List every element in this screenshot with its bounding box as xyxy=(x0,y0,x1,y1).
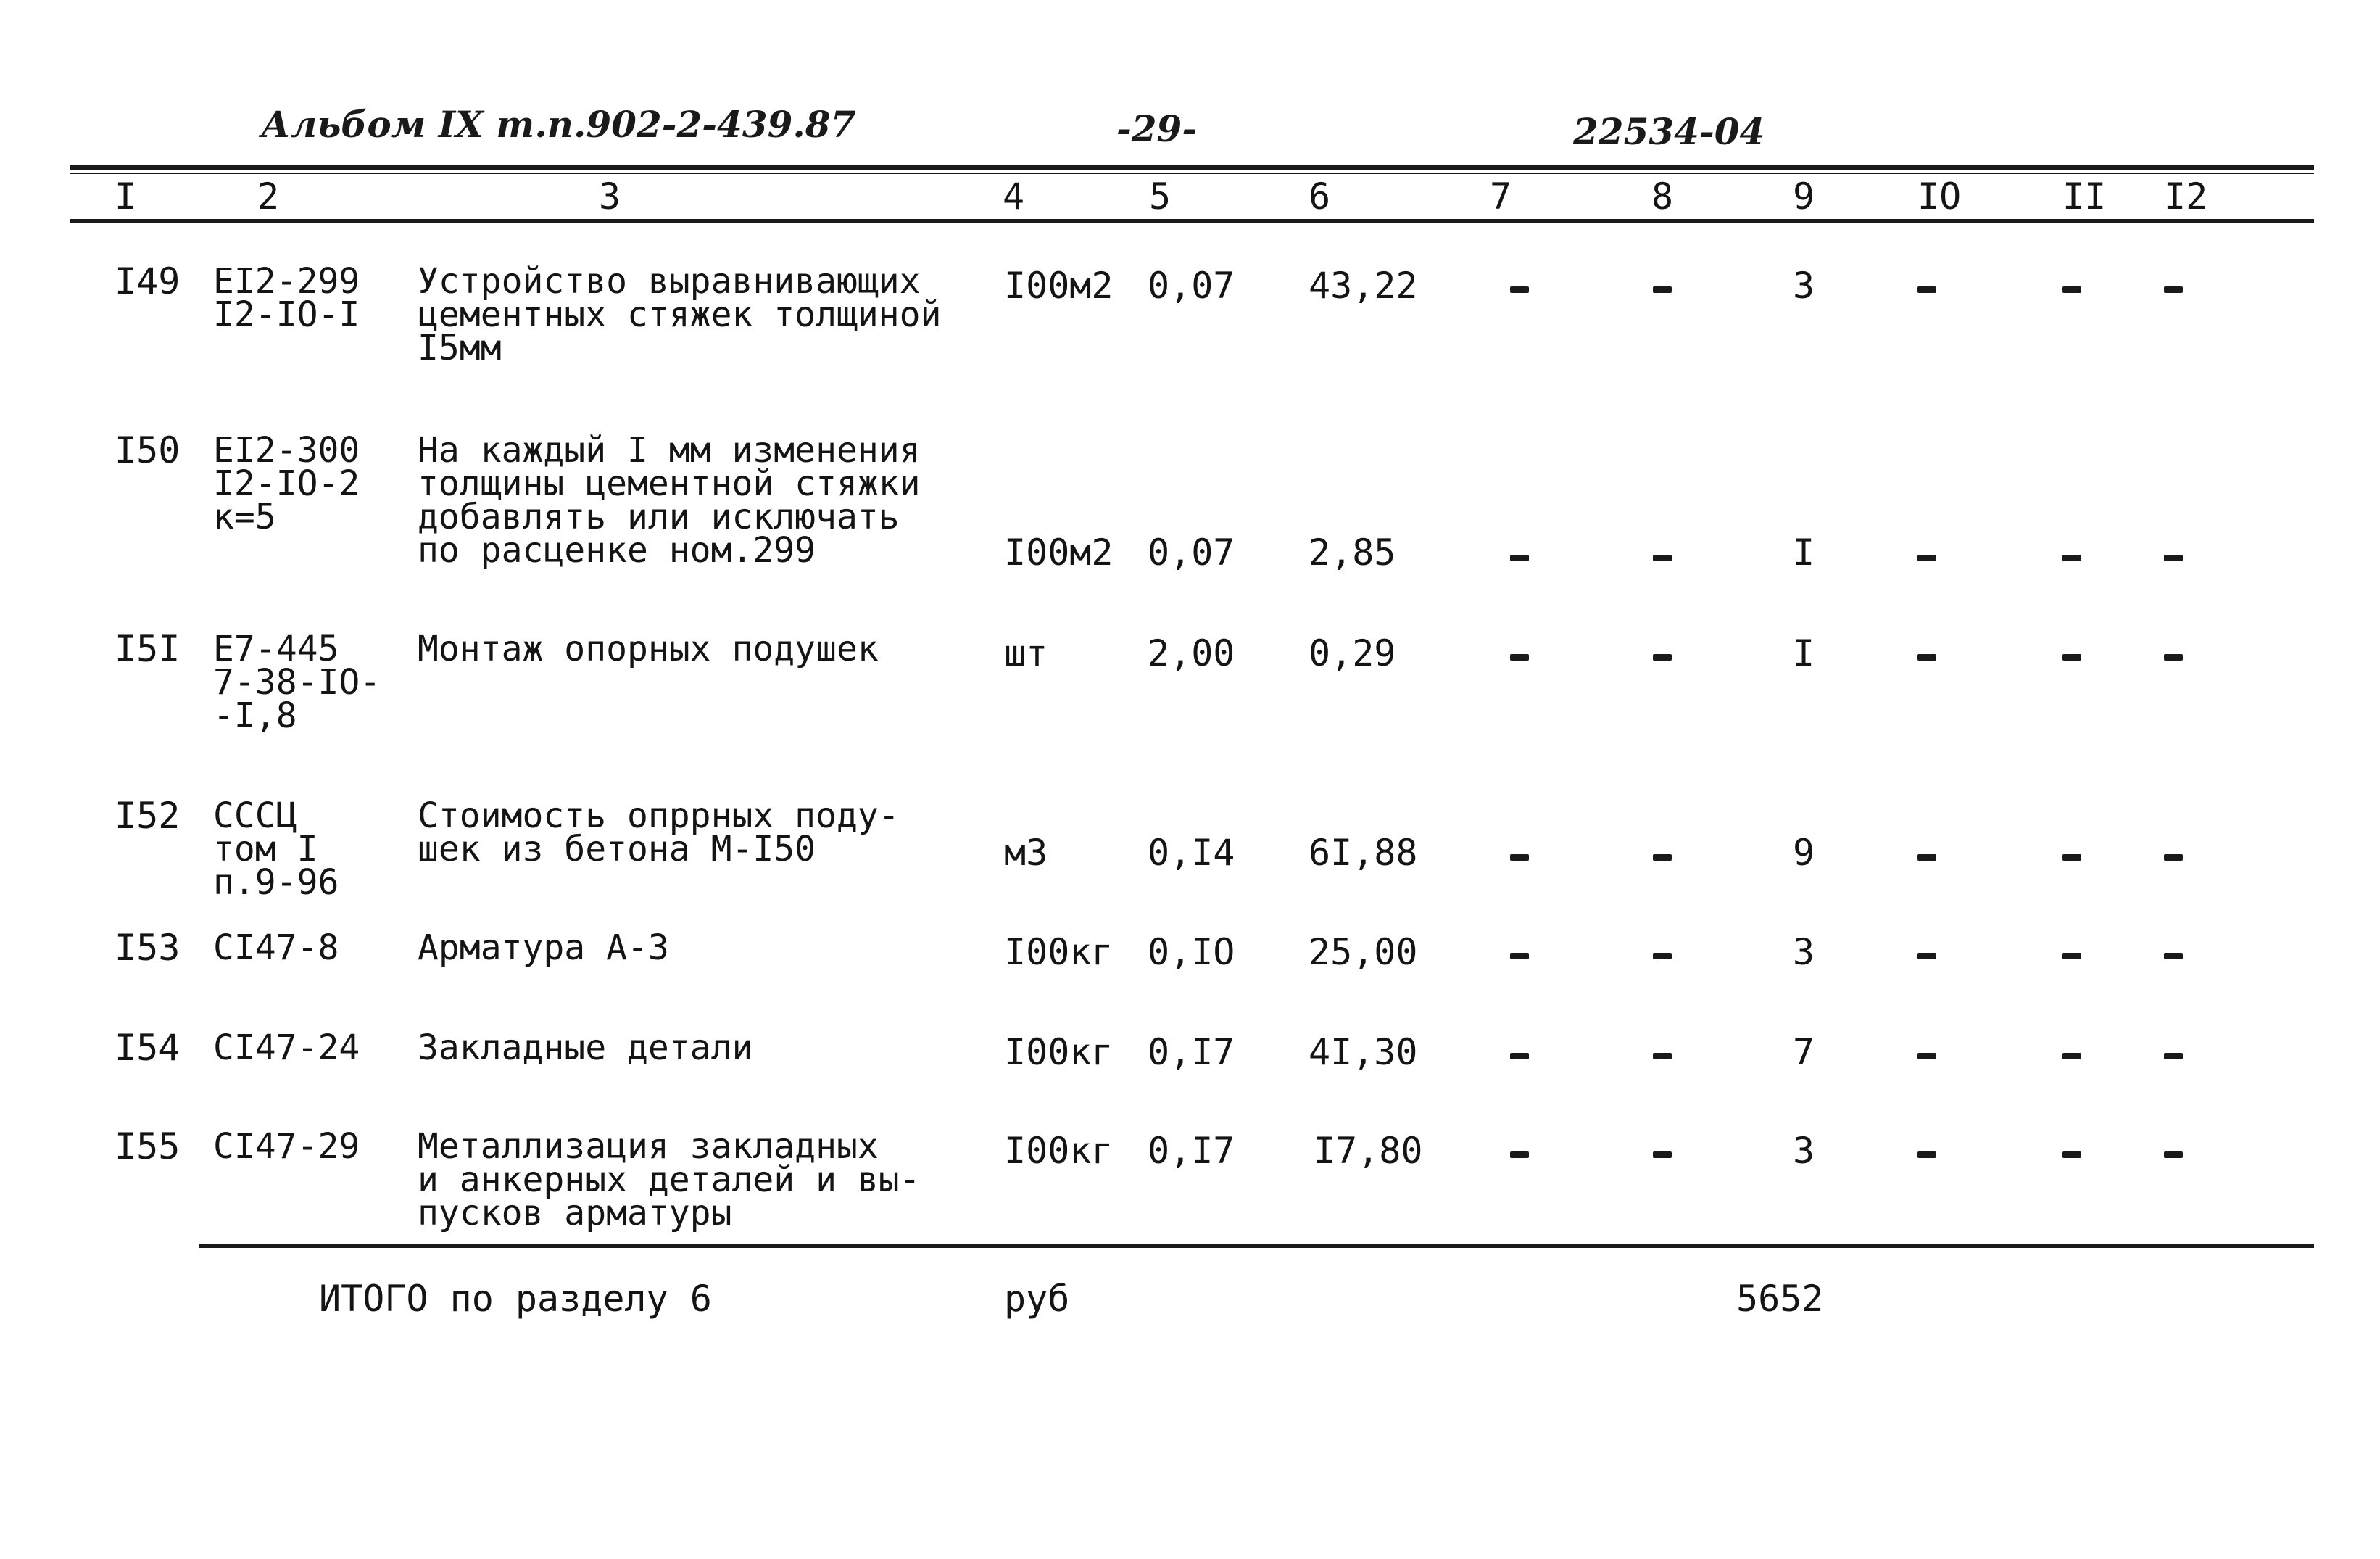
work-description: Монтаж опорных подушек xyxy=(418,629,879,669)
row-number: I5I xyxy=(115,628,181,670)
unit: I00кг xyxy=(1004,931,1114,973)
column-header-6: 6 xyxy=(1309,175,1331,218)
rate-code: CI47-8 xyxy=(213,927,339,968)
table-row xyxy=(0,260,2380,368)
col11-value xyxy=(2062,555,2081,561)
col10-value xyxy=(1917,654,1936,661)
col10-value xyxy=(1917,854,1936,861)
col9-value: 3 xyxy=(1793,931,1815,973)
column-header-4: 4 xyxy=(1003,175,1025,218)
row-number: I50 xyxy=(115,429,181,471)
col10-value xyxy=(1917,1151,1936,1158)
unit: I00м2 xyxy=(1004,532,1114,574)
rate-code: EI2-300 I2-IO-2 к=5 xyxy=(213,430,360,537)
col9-value: I xyxy=(1793,532,1815,574)
col12-value xyxy=(2164,1151,2183,1158)
top-rule-thin xyxy=(70,173,2314,174)
unit-price: 25,00 xyxy=(1309,931,1418,973)
col9-value: 7 xyxy=(1793,1031,1815,1073)
col9-value: I xyxy=(1793,632,1815,674)
total-value: 5652 xyxy=(1736,1278,1824,1320)
col11-value xyxy=(2062,854,2081,861)
table-row xyxy=(0,429,2380,574)
col8-value xyxy=(1653,654,1672,661)
table-row xyxy=(0,1027,2380,1073)
col11-value xyxy=(2062,953,2081,959)
unit-price: 43,22 xyxy=(1309,265,1418,307)
rate-code: E7-445 7-38-IO- -I,8 xyxy=(213,629,381,736)
unit: I00кг xyxy=(1004,1130,1114,1172)
col11-value xyxy=(2062,1151,2081,1158)
quantity: 0,07 xyxy=(1148,265,1235,307)
row-number: I52 xyxy=(115,795,181,837)
row-number: I49 xyxy=(115,260,181,302)
col12-value xyxy=(2164,286,2183,293)
work-description: Арматура А-3 xyxy=(418,927,669,968)
col8-value xyxy=(1653,1053,1672,1059)
col10-value xyxy=(1917,286,1936,293)
col8-value xyxy=(1653,854,1672,861)
total-label: ИТОГО по разделу 6 xyxy=(319,1278,712,1320)
table-row xyxy=(0,795,2380,903)
rate-code: EI2-299 I2-IO-I xyxy=(213,261,360,335)
row-number: I55 xyxy=(115,1125,181,1167)
unit-price: I7,80 xyxy=(1314,1130,1423,1172)
quantity: 0,I7 xyxy=(1148,1031,1235,1073)
work-description: Устройство выравнивающих цементных стяжек толщиной I5мм xyxy=(418,261,942,368)
col12-value xyxy=(2164,854,2183,861)
column-header-11: II xyxy=(2062,175,2107,218)
unit-price: 4I,30 xyxy=(1309,1031,1418,1073)
col12-value xyxy=(2164,654,2183,661)
table-row xyxy=(0,628,2380,736)
quantity: 0,I4 xyxy=(1148,832,1235,874)
col7-value xyxy=(1510,1053,1529,1059)
quantity: 0,07 xyxy=(1148,532,1235,574)
column-header-1: I xyxy=(115,175,137,218)
work-description: Металлизация закладных и анкерных деталей и вы- пусков арматуры xyxy=(418,1126,921,1233)
total-unit: руб xyxy=(1004,1278,1070,1320)
column-header-10: IO xyxy=(1917,175,1962,218)
col8-value xyxy=(1653,555,1672,561)
total-rule xyxy=(199,1244,2314,1248)
col12-value xyxy=(2164,555,2183,561)
col7-value xyxy=(1510,854,1529,861)
work-description: Стоимость опррных поду- шек из бетона М-I50 xyxy=(418,795,900,869)
quantity: 0,I7 xyxy=(1148,1130,1235,1172)
document-code: 22534-04 xyxy=(1573,110,1765,153)
header-rule xyxy=(70,219,2314,223)
col7-value xyxy=(1510,953,1529,959)
col8-value xyxy=(1653,286,1672,293)
col11-value xyxy=(2062,654,2081,661)
col7-value xyxy=(1510,1151,1529,1158)
work-description: На каждый I мм изменения толщины цементной стяжки добавлять или исключать по расценке ном.299 xyxy=(418,430,921,571)
unit: I00кг xyxy=(1004,1031,1114,1073)
unit: м3 xyxy=(1004,832,1048,874)
col9-value: 3 xyxy=(1793,1130,1815,1172)
top-rule xyxy=(70,165,2314,170)
unit-price: 2,85 xyxy=(1309,532,1396,574)
col11-value xyxy=(2062,286,2081,293)
table-row xyxy=(0,1125,2380,1233)
row-number: I53 xyxy=(115,927,181,969)
column-header-12: I2 xyxy=(2164,175,2208,218)
row-number: I54 xyxy=(115,1027,181,1069)
unit: шт xyxy=(1004,632,1048,674)
col7-value xyxy=(1510,555,1529,561)
column-header-7: 7 xyxy=(1490,175,1512,218)
work-description: Закладные детали xyxy=(418,1027,753,1068)
table-row xyxy=(0,927,2380,973)
column-header-9: 9 xyxy=(1793,175,1815,218)
col7-value xyxy=(1510,654,1529,661)
quantity: 2,00 xyxy=(1148,632,1235,674)
col12-value xyxy=(2164,1053,2183,1059)
col8-value xyxy=(1653,953,1672,959)
page-number: -29- xyxy=(1116,107,1198,150)
col10-value xyxy=(1917,1053,1936,1059)
col9-value: 9 xyxy=(1793,832,1815,874)
album-reference: Альбом IX т.п.902-2-439.87 xyxy=(261,103,856,146)
unit-price: 0,29 xyxy=(1309,632,1396,674)
rate-code: CI47-24 xyxy=(213,1027,360,1068)
rate-code: СССЦ том I п.9-96 xyxy=(213,795,339,903)
col9-value: 3 xyxy=(1793,265,1815,307)
rate-code: CI47-29 xyxy=(213,1126,360,1167)
unit-price: 6I,88 xyxy=(1309,832,1418,874)
col10-value xyxy=(1917,953,1936,959)
column-header-8: 8 xyxy=(1651,175,1674,218)
unit: I00м2 xyxy=(1004,265,1114,307)
column-header-5: 5 xyxy=(1149,175,1172,218)
column-header-2: 2 xyxy=(257,175,280,218)
col10-value xyxy=(1917,555,1936,561)
col7-value xyxy=(1510,286,1529,293)
quantity: 0,IO xyxy=(1148,931,1235,973)
col12-value xyxy=(2164,953,2183,959)
column-header-3: 3 xyxy=(599,175,621,218)
col11-value xyxy=(2062,1053,2081,1059)
col8-value xyxy=(1653,1151,1672,1158)
